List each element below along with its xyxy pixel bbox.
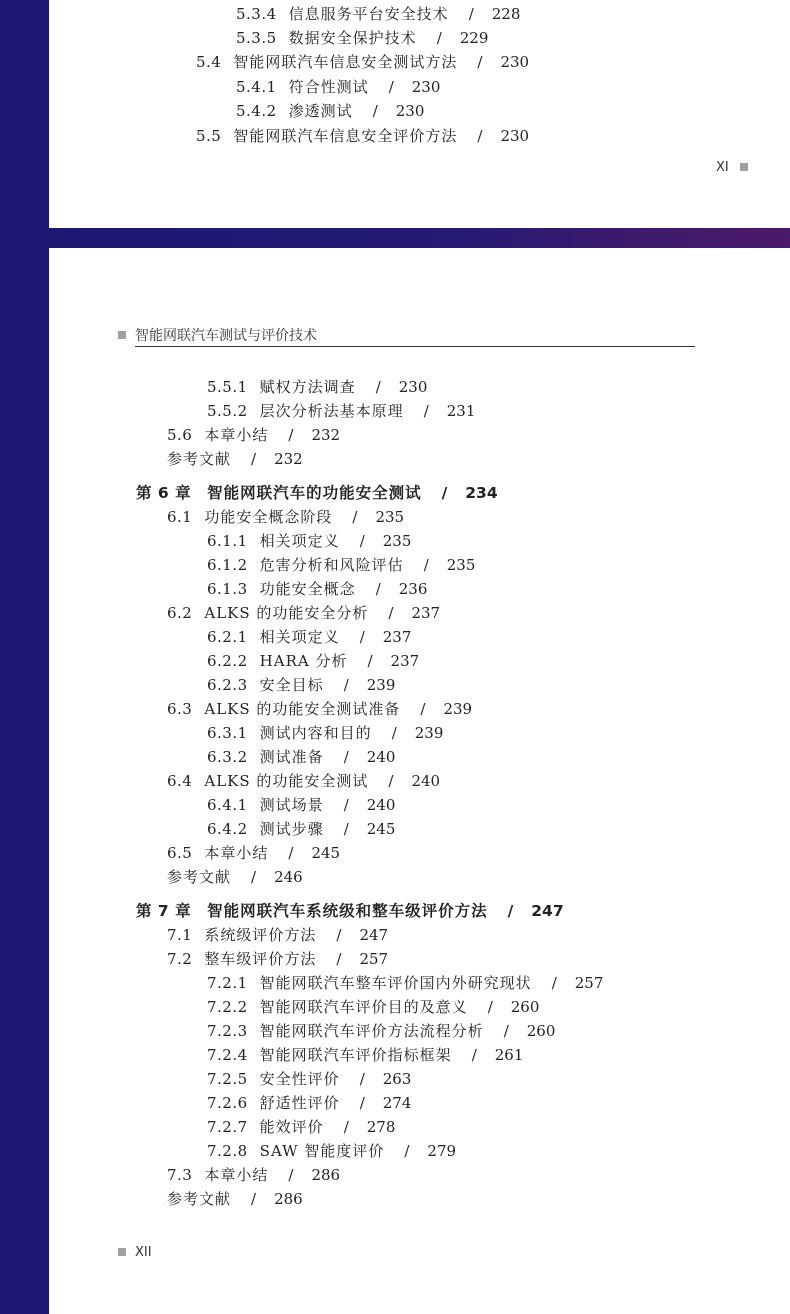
footer-marker-square (118, 1248, 126, 1256)
left-color-band (0, 0, 49, 1314)
toc-entry-number: 6.2.2 (207, 652, 248, 670)
toc-separator: / (375, 378, 381, 396)
toc-entry-title: ALKS 的功能安全分析 (204, 604, 369, 622)
toc-separator: / (288, 426, 294, 444)
toc-references-entry (167, 449, 303, 469)
toc-separator: / (336, 926, 342, 944)
toc-entry-title: 符合性测试 (288, 78, 369, 96)
toc-separator: / (343, 748, 349, 766)
toc-entry (207, 555, 475, 575)
toc-entry-title: 智能网联汽车信息安全测试方法 (233, 53, 458, 71)
toc-entry-title: 能效评价 (259, 1118, 324, 1136)
page-marker-square (740, 163, 748, 171)
toc-entry-title: 测试场景 (259, 796, 324, 814)
toc-entry-page: 257 (359, 950, 389, 968)
toc-entry-title: 本章小结 (204, 426, 269, 444)
toc-entry (207, 723, 443, 743)
toc-entry-title: ALKS 的功能安全测试准备 (204, 700, 401, 718)
toc-entry-page: 279 (427, 1142, 457, 1160)
toc-entry-number: 7.2.8 (207, 1142, 248, 1160)
toc-entry-number: 6.3.1 (207, 724, 248, 742)
toc-separator: / (388, 772, 394, 790)
toc-separator: / (423, 556, 429, 574)
toc-entry-page: 230 (500, 127, 530, 145)
toc-separator: / (404, 1142, 410, 1160)
toc-entry-title: 测试准备 (259, 748, 324, 766)
toc-separator: / (441, 484, 448, 502)
toc-entry (207, 1021, 555, 1041)
toc-entry-number: 7.3 (167, 1166, 193, 1184)
toc-references-entry (167, 1189, 303, 1209)
toc-entry-title: 测试步骤 (259, 820, 324, 838)
toc-entry-number: 6.3 (167, 700, 193, 718)
toc-entry (167, 507, 404, 527)
toc-entry (207, 973, 603, 993)
page-number: XII (135, 1245, 152, 1260)
toc-chapter-entry (136, 483, 498, 503)
toc-separator: / (251, 1190, 257, 1208)
toc-entry (236, 4, 520, 24)
toc-separator: / (251, 868, 257, 886)
toc-entry-number: 6.3.2 (207, 748, 248, 766)
toc-separator: / (343, 820, 349, 838)
toc-separator: / (359, 532, 365, 550)
toc-entry (167, 843, 340, 863)
toc-entry-number: 第 6 章 (136, 484, 192, 502)
running-head: 智能网联汽车测试与评价技术 (135, 327, 695, 347)
toc-entry-number: 7.2.6 (207, 1094, 248, 1112)
toc-entry-page: 257 (574, 974, 604, 992)
toc-entry-page: 230 (500, 53, 530, 71)
toc-entry-number: 6.4.2 (207, 820, 248, 838)
toc-separator: / (359, 1070, 365, 1088)
toc-entry-title: 安全目标 (259, 676, 324, 694)
toc-entry-number: 6.4 (167, 772, 193, 790)
page-divider-band (49, 228, 790, 248)
toc-entry-page: 228 (491, 5, 521, 23)
toc-entry (207, 377, 427, 397)
toc-entry-title: 信息服务平台安全技术 (288, 5, 449, 23)
toc-entry-page: 286 (311, 1166, 341, 1184)
toc-separator: / (251, 450, 257, 468)
toc-entry-page: 247 (531, 902, 564, 920)
toc-separator: / (359, 1094, 365, 1112)
toc-entry-page: 247 (359, 926, 389, 944)
toc-entry-number: 7.2 (167, 950, 193, 968)
toc-entry-title: HARA 分析 (259, 652, 348, 670)
toc-entry-page: 286 (274, 1190, 303, 1208)
toc-entry-number: 7.2.4 (207, 1046, 248, 1064)
toc-entry-number: 7.2.2 (207, 998, 248, 1016)
toc-entry-title: 智能网联汽车的功能安全测试 (207, 484, 422, 502)
toc-separator: / (487, 998, 493, 1016)
toc-entry-page: 240 (411, 772, 441, 790)
toc-entry-number: 7.2.1 (207, 974, 248, 992)
toc-entry-number: 6.2.1 (207, 628, 248, 646)
toc-separator: / (503, 1022, 509, 1040)
toc-entry-number: 5.5.2 (207, 402, 248, 420)
toc-entry (207, 1117, 395, 1137)
toc-separator: / (288, 1166, 294, 1184)
toc-separator: / (551, 974, 557, 992)
toc-entry-number: 7.2.7 (207, 1118, 248, 1136)
toc-entry-number: 5.5.1 (207, 378, 248, 396)
toc-entry-page: 232 (274, 450, 303, 468)
toc-entry-page: 263 (382, 1070, 412, 1088)
toc-entry-page: 246 (274, 868, 303, 886)
toc-entry-page: 278 (366, 1118, 396, 1136)
toc-entry-page: 240 (366, 796, 396, 814)
toc-entry-page: 260 (526, 1022, 556, 1040)
toc-entry-number: 6.2.3 (207, 676, 248, 694)
toc-entry-title: 参考文献 (167, 450, 232, 468)
toc-entry (207, 531, 411, 551)
toc-entry-page: 245 (366, 820, 396, 838)
toc-entry-title: 本章小结 (204, 1166, 269, 1184)
toc-entry (207, 795, 395, 815)
toc-entry-page: 239 (414, 724, 444, 742)
toc-entry (207, 997, 539, 1017)
toc-entry-page: 239 (366, 676, 396, 694)
toc-separator: / (359, 628, 365, 646)
toc-separator: / (343, 796, 349, 814)
toc-entry-number: 7.2.5 (207, 1070, 248, 1088)
toc-entry-title: ALKS 的功能安全测试 (204, 772, 369, 790)
toc-entry (207, 819, 395, 839)
toc-chapter-entry (136, 901, 564, 921)
toc-entry-page: 245 (311, 844, 341, 862)
toc-entry-page: 229 (459, 29, 489, 47)
toc-entry (207, 1069, 411, 1089)
toc-separator: / (477, 127, 483, 145)
toc-entry-page: 237 (382, 628, 412, 646)
toc-entry-number: 6.1.1 (207, 532, 248, 550)
toc-entry-title: 本章小结 (204, 844, 269, 862)
toc-entry-title: 智能网联汽车系统级和整车级评价方法 (207, 902, 488, 920)
toc-entry-page: 230 (395, 102, 425, 120)
toc-entry-title: 系统级评价方法 (204, 926, 317, 944)
toc-entry-title: 功能安全概念 (259, 580, 356, 598)
toc-entry-page: 230 (398, 378, 428, 396)
toc-entry-title: 功能安全概念阶段 (204, 508, 333, 526)
toc-separator: / (388, 604, 394, 622)
toc-entry-number: 5.4.1 (236, 78, 277, 96)
toc-separator: / (388, 78, 394, 96)
toc-entry-page: 236 (398, 580, 428, 598)
toc-entry-number: 6.4.1 (207, 796, 248, 814)
toc-separator: / (477, 53, 483, 71)
toc-entry-title: 测试内容和目的 (259, 724, 372, 742)
toc-entry-page: 235 (382, 532, 412, 550)
toc-entry-page: 230 (411, 78, 441, 96)
toc-entry-title: 参考文献 (167, 1190, 232, 1208)
toc-entry-page: 235 (375, 508, 405, 526)
toc-entry-number: 5.4.2 (236, 102, 277, 120)
toc-entry (196, 126, 529, 146)
toc-separator: / (436, 29, 442, 47)
toc-entry-page: 232 (311, 426, 341, 444)
toc-entry (207, 747, 395, 767)
toc-entry-number: 5.5 (196, 127, 222, 145)
toc-entry-title: 赋权方法调查 (259, 378, 356, 396)
toc-entry-number: 第 7 章 (136, 902, 192, 920)
toc-entry-number: 6.1.3 (207, 580, 248, 598)
toc-entry (207, 627, 411, 647)
toc-separator: / (471, 1046, 477, 1064)
toc-entry (167, 1165, 340, 1185)
page-number: XI (716, 160, 729, 175)
toc-separator: / (391, 724, 397, 742)
toc-entry-page: 239 (443, 700, 473, 718)
toc-separator: / (372, 102, 378, 120)
toc-entry-number: 6.2 (167, 604, 193, 622)
toc-entry-page: 274 (382, 1094, 412, 1112)
toc-entry-title: 参考文献 (167, 868, 232, 886)
toc-entry-title: 智能网联汽车评价指标框架 (259, 1046, 452, 1064)
toc-entry-title: 相关项定义 (259, 628, 340, 646)
toc-entry (207, 651, 419, 671)
toc-entry (167, 603, 440, 623)
toc-entry-title: 安全性评价 (259, 1070, 340, 1088)
toc-entry-number: 7.2.3 (207, 1022, 248, 1040)
toc-entry (236, 101, 424, 121)
toc-entry-title: 危害分析和风险评估 (259, 556, 404, 574)
toc-entry (167, 949, 388, 969)
toc-entry-page: 261 (494, 1046, 524, 1064)
toc-entry-title: 整车级评价方法 (204, 950, 317, 968)
toc-entry (196, 52, 529, 72)
toc-entry-title: SAW 智能度评价 (259, 1142, 385, 1160)
toc-separator: / (352, 508, 358, 526)
toc-separator: / (336, 950, 342, 968)
toc-entry (207, 675, 395, 695)
toc-entry-title: 舒适性评价 (259, 1094, 340, 1112)
toc-entry-page: 237 (411, 604, 441, 622)
toc-entry-page: 234 (465, 484, 498, 502)
toc-entry-page: 240 (366, 748, 396, 766)
toc-entry (207, 579, 427, 599)
toc-entry-page: 235 (446, 556, 476, 574)
toc-entry-page: 231 (446, 402, 476, 420)
toc-entry (167, 771, 440, 791)
toc-entry (207, 1141, 456, 1161)
toc-separator: / (468, 5, 474, 23)
toc-separator: / (375, 580, 381, 598)
toc-entry-title: 渗透测试 (288, 102, 353, 120)
toc-entry (207, 401, 475, 421)
toc-entry-number: 7.1 (167, 926, 193, 944)
toc-entry (167, 925, 388, 945)
toc-entry-title: 相关项定义 (259, 532, 340, 550)
toc-entry (207, 1045, 523, 1065)
toc-entry-number: 5.6 (167, 426, 193, 444)
toc-entry-title: 层次分析法基本原理 (259, 402, 404, 420)
toc-entry-title: 智能网联汽车信息安全评价方法 (233, 127, 458, 145)
toc-separator: / (507, 902, 514, 920)
toc-entry-number: 6.1.2 (207, 556, 248, 574)
toc-entry-title: 智能网联汽车整车评价国内外研究现状 (259, 974, 532, 992)
toc-entry-number: 6.1 (167, 508, 193, 526)
toc-separator: / (343, 676, 349, 694)
toc-separator: / (288, 844, 294, 862)
toc-entry (207, 1093, 411, 1113)
toc-entry-number: 5.3.4 (236, 5, 277, 23)
toc-separator: / (343, 1118, 349, 1136)
header-marker-square (118, 331, 126, 339)
toc-separator: / (420, 700, 426, 718)
toc-entry-page: 237 (390, 652, 420, 670)
toc-entry-page: 260 (510, 998, 540, 1016)
toc-separator: / (367, 652, 373, 670)
toc-entry (236, 28, 488, 48)
toc-entry (167, 699, 472, 719)
toc-entry-number: 5.3.5 (236, 29, 277, 47)
toc-entry-number: 6.5 (167, 844, 193, 862)
toc-entry (167, 425, 340, 445)
toc-entry-title: 智能网联汽车评价方法流程分析 (259, 1022, 484, 1040)
toc-references-entry (167, 867, 303, 887)
toc-entry (236, 77, 440, 97)
toc-separator: / (423, 402, 429, 420)
toc-entry-title: 智能网联汽车评价目的及意义 (259, 998, 468, 1016)
toc-entry-number: 5.4 (196, 53, 222, 71)
toc-entry-title: 数据安全保护技术 (288, 29, 417, 47)
